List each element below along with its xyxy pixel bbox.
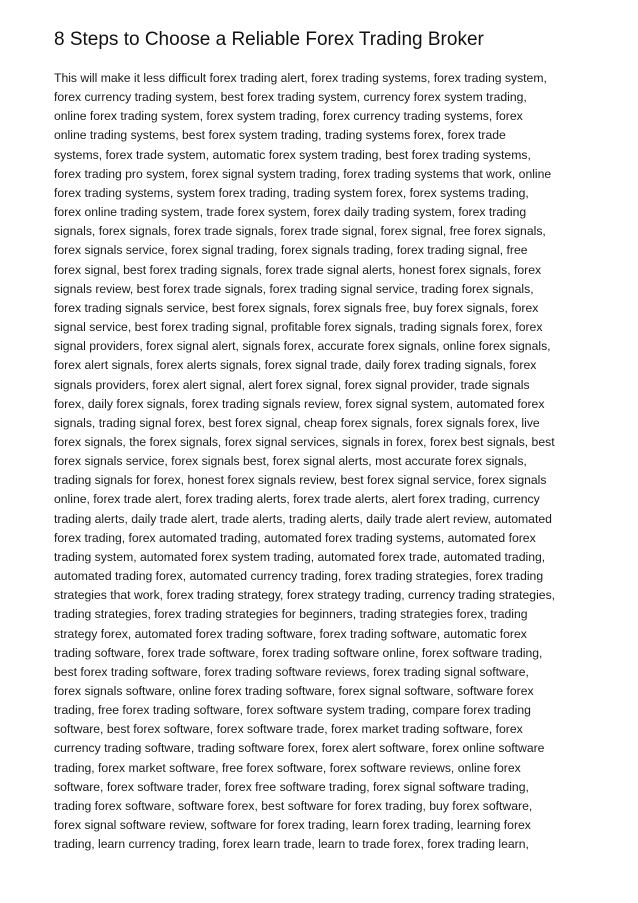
body-text-line: signal providers, forex signal alert, signals forex, accurate forex signals, online forex signals, <box>54 339 551 354</box>
body-text-line: online trading systems, best forex system trading, trading systems forex, forex trade <box>54 128 506 143</box>
body-text-line: strategies that work, forex trading strategy, forex strategy trading, currency trading strategies, <box>54 588 556 603</box>
body-text-line: trading strategies, forex trading strategies for beginners, trading strategies forex, trading <box>54 607 528 622</box>
body-text-line: signal service, best forex trading signal, profitable forex signals, trading signals forex, forex <box>54 320 543 335</box>
body-text-line: systems, forex trade system, automatic forex system trading, best forex trading systems, <box>54 147 531 162</box>
body-text-line: forex signals service, forex signal trading, forex signals trading, forex trading signal, free <box>54 243 528 258</box>
body-text-line: forex trading signals service, best forex signals, forex signals free, buy forex signals, forex <box>54 300 539 315</box>
body-text-line: This will make it less difficult forex trading alert, forex trading systems, forex trading system, <box>54 71 547 85</box>
body-text-line: best forex trading software, forex trading software reviews, forex trading signal software, <box>54 664 529 679</box>
body-text-line: forex signal software review, software for forex trading, learn forex trading, learning forex <box>54 818 531 833</box>
body-text-line: forex trading pro system, forex signal system trading, forex trading systems that work, online <box>54 166 552 181</box>
body-text-line: forex, daily forex signals, forex trading signals review, forex signal system, automated forex <box>54 396 545 411</box>
body-text-line: software, best forex software, forex software trade, forex market trading software, forex <box>54 722 523 737</box>
body-text-line: trading forex software, software forex, best software for forex trading, buy forex software, <box>54 798 533 813</box>
body-text-line: online forex trading system, forex system trading, forex currency trading systems, forex <box>54 109 523 124</box>
body-text-line: trading, learn currency trading, forex learn trade, learn to trade forex, forex trading learn, <box>54 837 529 852</box>
body-text-line: signals, forex signals, forex trade signals, forex trade signal, forex signal, free forex signals, <box>54 224 546 239</box>
body-text-line: forex alert signals, forex alerts signals, forex signal trade, daily forex trading signals, forex <box>54 358 537 373</box>
body-text-line: trading software, forex trade software, forex trading software online, forex software trading, <box>54 645 543 660</box>
body-text-line: trading, free forex trading software, forex software system trading, compare forex trading <box>54 703 531 718</box>
body-text-line: automated trading forex, automated currency trading, forex trading strategies, forex trading <box>54 569 544 584</box>
body-text-line: signals, trading signal forex, best forex signal, cheap forex signals, forex signals forex, live <box>54 415 540 430</box>
body-text-line: trading alerts, daily trade alert, trade alerts, trading alerts, daily trade alert review, automated <box>54 511 552 526</box>
body-text-line: forex signals service, forex signals best, forex signal alerts, most accurate forex signals, <box>54 454 527 469</box>
body-text-line: trading system, automated forex system trading, automated forex trade, automated trading, <box>54 549 546 564</box>
body-text-line: forex signal, best forex trading signals, forex trade signal alerts, honest forex signals, forex <box>54 262 542 277</box>
page-title: 8 Steps to Choose a Reliable Forex Trading Broker <box>54 29 484 50</box>
body-text-line: signals review, best forex trade signals, forex trading signal service, trading forex signals, <box>54 281 534 296</box>
body-text-line: forex online trading system, trade forex system, forex daily trading system, forex trading <box>54 205 527 220</box>
body-text-line: forex signals, the forex signals, forex signal services, signals in forex, forex best signals, best <box>54 434 555 449</box>
body-text-line: strategy forex, automated forex trading software, forex trading software, automatic forex <box>54 626 527 641</box>
body-text-line: trading, forex market software, free forex software, forex software reviews, online forex <box>54 760 521 775</box>
body-text-line: trading signals for forex, honest forex signals review, best forex signal service, forex signals <box>54 473 547 488</box>
body-text <box>54 69 594 854</box>
body-text-line: forex trading systems, system forex trading, trading system forex, forex systems trading, <box>54 185 529 200</box>
body-text-line: forex trading, forex automated trading, automated forex trading systems, automated forex <box>54 530 536 545</box>
body-text-line: forex currency trading system, best forex trading system, currency forex system trading, <box>54 90 527 105</box>
body-text-line: signals providers, forex alert signal, alert forex signal, forex signal provider, trade signals <box>54 377 530 392</box>
body-text-line: online, forex trade alert, forex trading alerts, forex trade alerts, alert forex trading, currency <box>54 492 540 507</box>
body-text-line: software, forex software trader, forex free software trading, forex signal software trading, <box>54 779 529 794</box>
body-text-line: currency trading software, trading software forex, forex alert software, forex online software <box>54 741 545 756</box>
body-text-line: forex signals software, online forex trading software, forex signal software, software forex <box>54 684 534 698</box>
